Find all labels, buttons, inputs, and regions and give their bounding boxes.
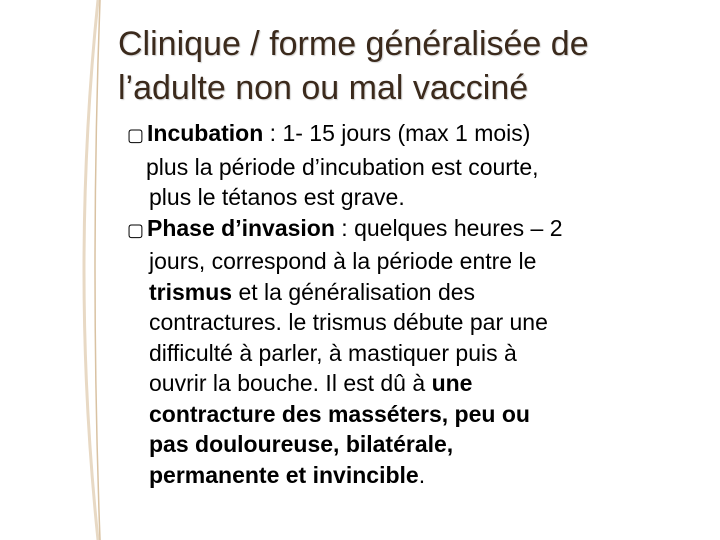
text-line: plus le tétanos est grave. [149,184,405,210]
text-line [127,368,702,399]
text-segment: et la généralisation des [232,278,476,305]
slide-title [118,22,698,110]
bullet-phase-invasion [127,213,702,247]
bold-segment: une [431,370,473,396]
text-segment: : 1- 15 jours (max 1 mois) [263,120,531,146]
text-line: plus la période d’incubation est courte, [146,153,539,180]
bullet-incubation [127,118,702,152]
text-segment: : quelques heures – 2 [334,214,563,241]
text-line: pas douloureuse, bilatérale, [149,431,454,457]
bullet-icon: ▢ [127,125,145,146]
term-trismus: trismus [149,278,233,305]
text-segment: ouvrir la bouche. Il est dû à [149,370,432,396]
title-line-2: l’adulte non ou mal vacciné [118,69,529,107]
text-segment: . [418,461,426,488]
text-line: contracture des masséters, peu ou [149,400,530,427]
term-phase-invasion: Phase d’invasion [147,214,335,241]
term-incubation: Incubation [147,120,264,146]
title-line-1: Clinique / forme généralisée de [118,25,589,63]
bold-segment: permanente et invincible [149,461,419,488]
slide-body [127,118,702,490]
text-line: difficulté à parler, à mastiquer puis à [149,339,517,366]
text-line [127,460,702,491]
text-line: jours, correspond à la période entre le [149,248,537,274]
text-line: contractures. le trismus débute par une [149,309,548,335]
text-line [127,277,702,308]
bullet-icon: ▢ [127,219,145,241]
